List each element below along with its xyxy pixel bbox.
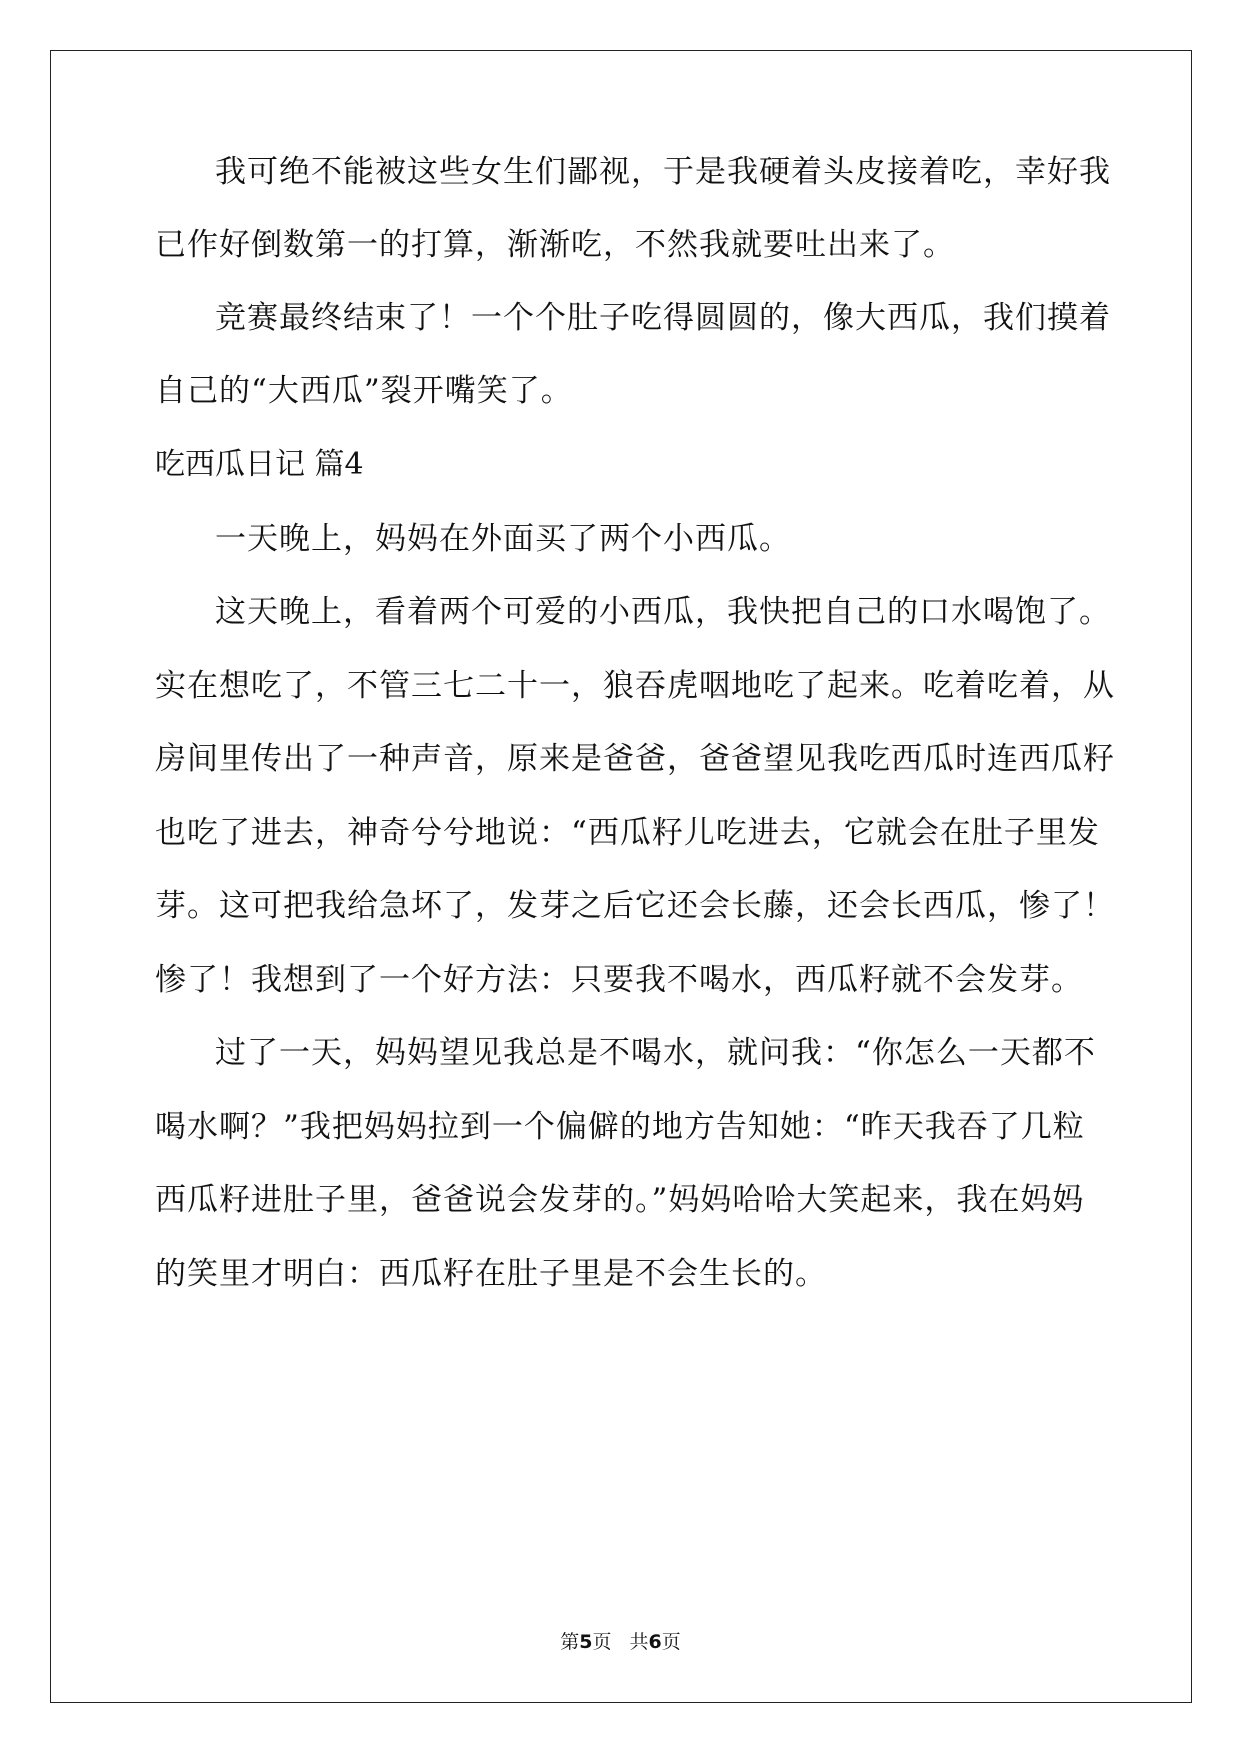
paragraph-line: 一天晚上，妈妈在外面买了两个小西瓜。 bbox=[215, 521, 791, 557]
paragraph-line: 这天晚上，看着两个可爱的小西瓜，我快把自己的口水喝饱了。 bbox=[215, 594, 1111, 630]
paragraph-line: 房间里传出了一种声音，原来是爸爸，爸爸望见我吃西瓜时连西瓜籽 bbox=[155, 741, 1115, 777]
paragraph-line: 竞赛最终结束了！一个个肚子吃得圆圆的，像大西瓜，我们摸着 bbox=[215, 300, 1111, 336]
paragraph-line: 我可绝不能被这些女生们鄙视，于是我硬着头皮接着吃，幸好我 bbox=[215, 154, 1111, 190]
page-footer bbox=[0, 1630, 1241, 1654]
paragraph-line: 已作好倒数第一的打算，渐渐吃，不然我就要吐出来了。 bbox=[155, 227, 955, 263]
paragraph-line: 也吃了进去，神奇兮兮地说：“西瓜籽儿吃进去，它就会在肚子里发 bbox=[155, 815, 1100, 851]
total-suffix: 页 bbox=[661, 1631, 681, 1653]
paragraph-line: 西瓜籽进肚子里，爸爸说会发芽的。”妈妈哈哈大笑起来，我在妈妈 bbox=[155, 1182, 1085, 1218]
total-page-number: 6 bbox=[648, 1631, 662, 1653]
paragraph-line: 芽。这可把我给急坏了，发芽之后它还会长藤，还会长西瓜，惨了！ bbox=[155, 888, 1115, 924]
paragraph-line: 实在想吃了，不管三七二十一，狼吞虎咽地吃了起来。吃着吃着，从 bbox=[155, 668, 1115, 704]
paragraph-line: 喝水啊？”我把妈妈拉到一个偏僻的地方告知她：“昨天我吞了几粒 bbox=[155, 1109, 1085, 1145]
section-heading: 吃西瓜日记 篇4 bbox=[155, 447, 364, 482]
total-prefix: 共 bbox=[629, 1631, 649, 1653]
paragraph-line: 过了一天，妈妈望见我总是不喝水，就问我：“你怎么一天都不 bbox=[215, 1035, 1096, 1071]
paragraph-line: 自己的“大西瓜”裂开嘴笑了。 bbox=[155, 373, 573, 409]
page-suffix: 页 bbox=[592, 1631, 612, 1653]
paragraph-line: 惨了！我想到了一个好方法：只要我不喝水，西瓜籽就不会发芽。 bbox=[155, 962, 1083, 998]
current-page-number: 5 bbox=[579, 1631, 593, 1653]
page-prefix: 第 bbox=[560, 1631, 580, 1653]
paragraph-line: 的笑里才明白：西瓜籽在肚子里是不会生长的。 bbox=[155, 1256, 827, 1292]
